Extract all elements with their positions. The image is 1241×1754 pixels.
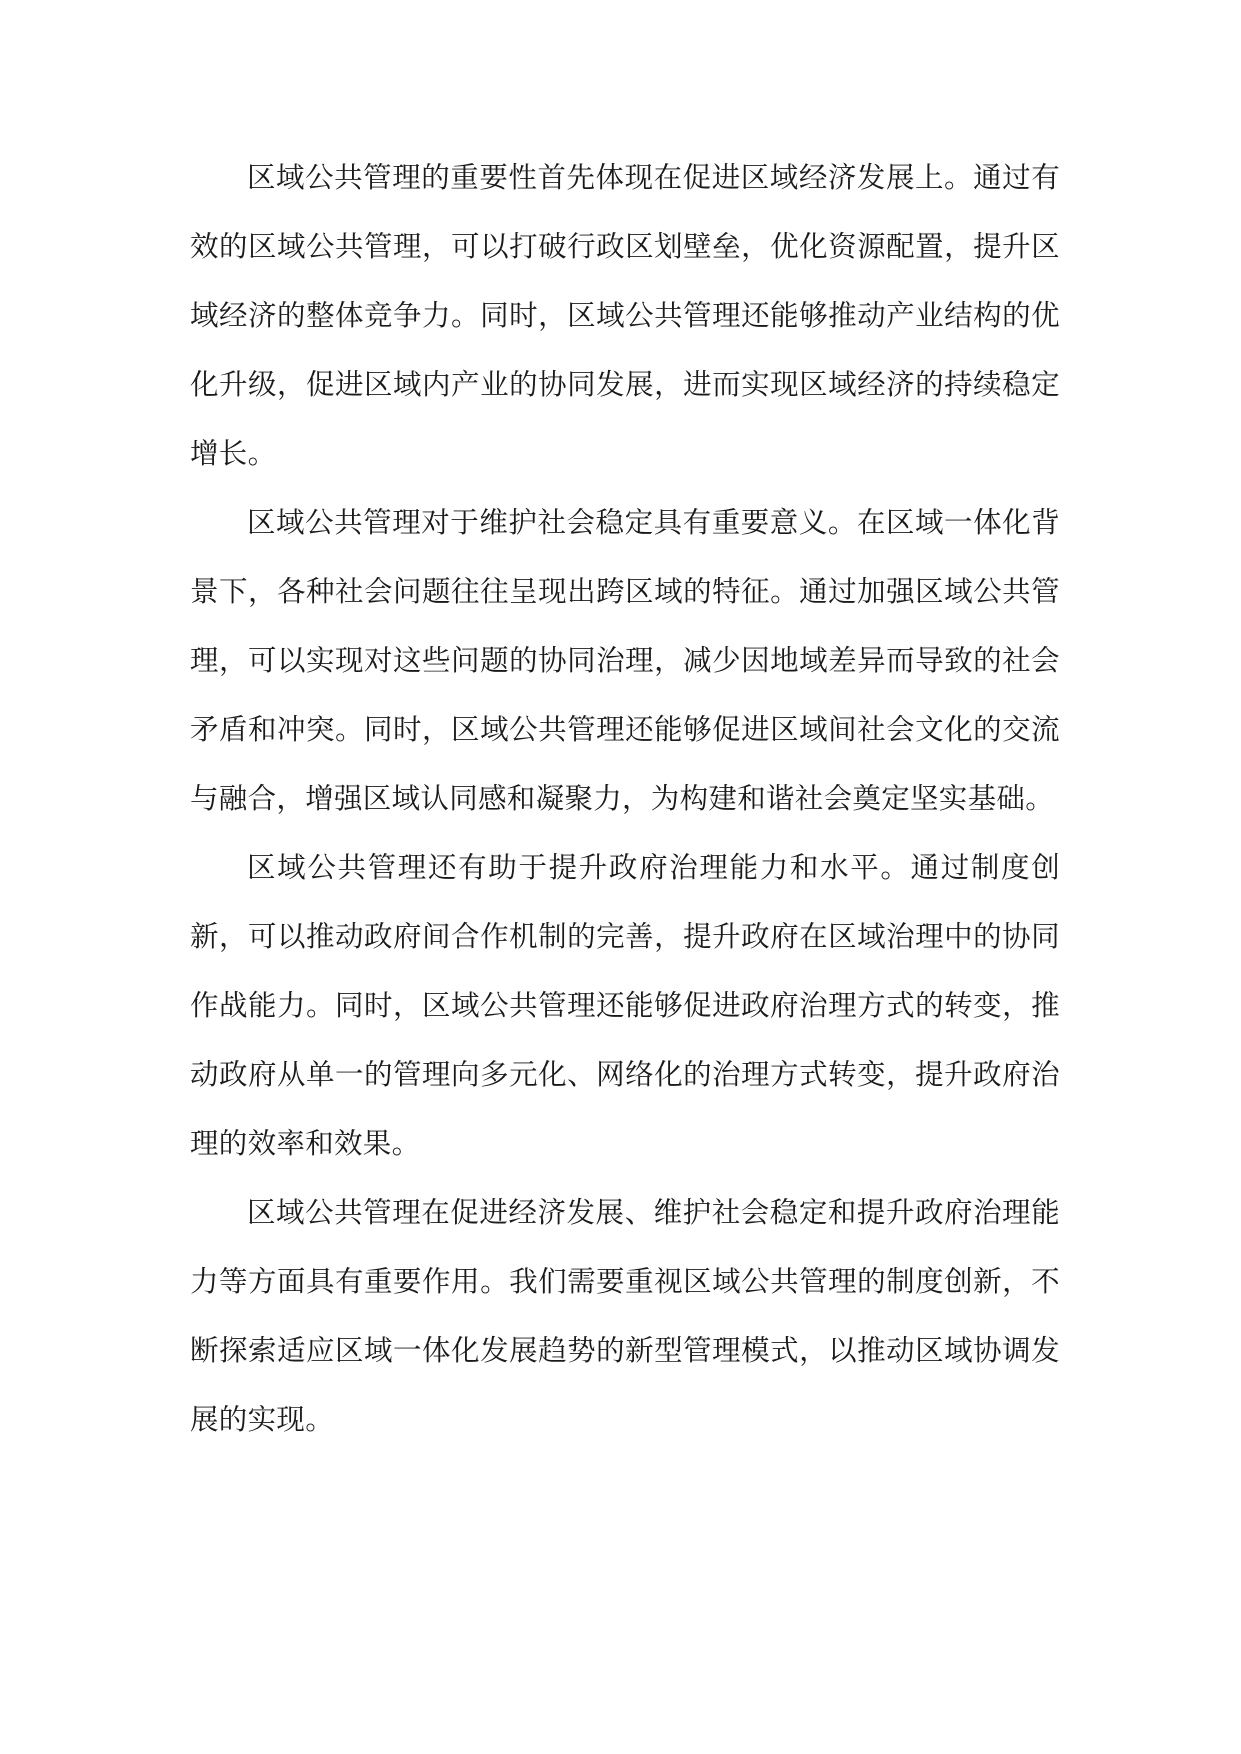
paragraph-economic-development: 区域公共管理的重要性首先体现在促进区域经济发展上。通过有效的区域公共管理，可以打破行政区划壁垒，优化资源配置，提升区域经济的整体竞争力。同时，区域公共管理还能够推动产业结构的优化升级，促进区域内产业的协同发展，进而实现区域经济的持续稳定增长。 (190, 161, 1060, 470)
paragraph-social-stability: 区域公共管理对于维护社会稳定具有重要意义。在区域一体化背景下，各种社会问题往往呈现出跨区域的特征。通过加强区域公共管理，可以实现对这些问题的协同治理，减少因地域差异而导致的社会矛盾和冲突。同时，区域公共管理还能够促进区域间社会文化的交流与融合，增强区域认同感和凝聚力，为构建和谐社会奠定坚实基础。 (190, 506, 1060, 815)
paragraph-government-governance: 区域公共管理还有助于提升政府治理能力和水平。通过制度创新，可以推动政府间合作机制的完善，提升政府在区域治理中的协同作战能力。同时，区域公共管理还能够促进政府治理方式的转变，推动政府从单一的管理向多元化、网络化的治理方式转变，提升政府治理的效率和效果。 (190, 851, 1060, 1160)
paragraph-conclusion: 区域公共管理在促进经济发展、维护社会稳定和提升政府治理能力等方面具有重要作用。我们需要重视区域公共管理的制度创新，不断探索适应区域一体化发展趋势的新型管理模式，以推动区域协调发展的实现。 (190, 1196, 1060, 1436)
document-body (190, 143, 1060, 1454)
